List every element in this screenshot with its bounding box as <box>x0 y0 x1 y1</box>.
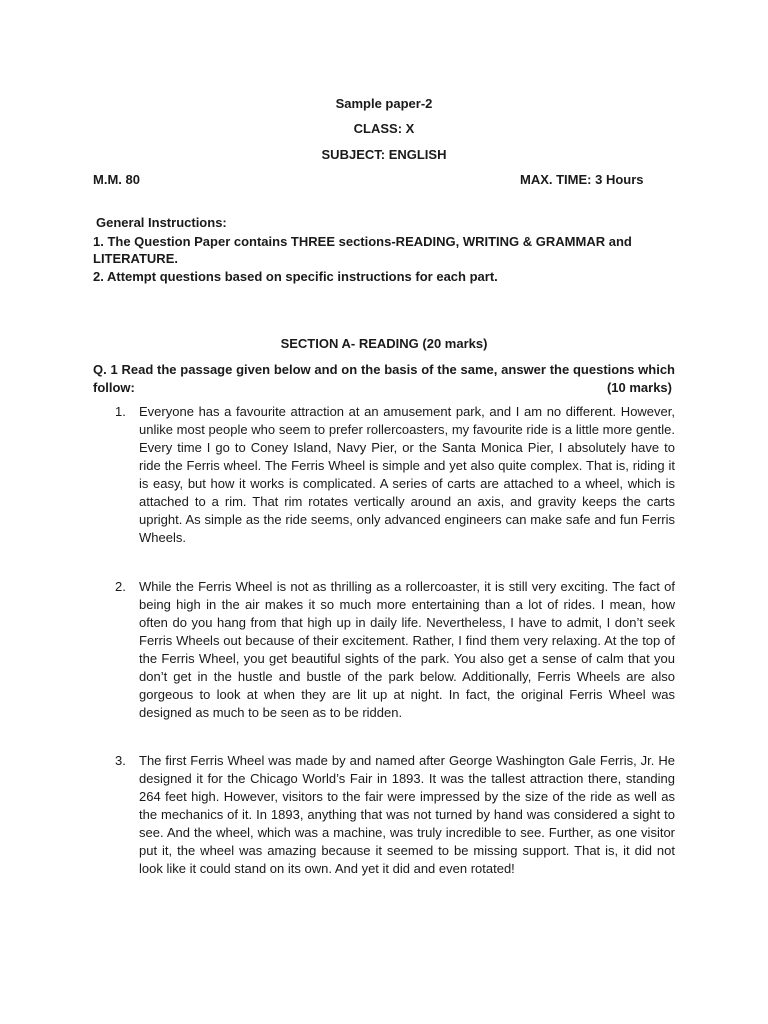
passage-paragraph-3: The first Ferris Wheel was made by and named after George Washington Gale Ferris, Jr. He designed it for the Chicago World’s Fair in 1893. It was the tallest attraction there, standing 264 feet high. However, visitors to the fair were impressed by the size of the ride as well as the mechanics of it. In 1893, anything that was not turned by hand was considered a sight to see. And the wheel, which was a machine, was truly incredible to see. Further, as one visitor put it, the wheel was amazing because it seemed to be missing support. That is, it did not look like it could stand on its own. And yet it did and even rotated! <box>139 753 675 876</box>
question-text: Q. 1 Read the passage given below and on the basis of the same, answer the questions which follow: <box>93 362 675 395</box>
section-title: SECTION A- READING (20 marks) <box>280 336 488 351</box>
instructions-heading: General Instructions: <box>96 215 227 230</box>
paper-title: Sample paper-2 <box>335 96 433 111</box>
max-marks: M.M. 80 <box>93 172 140 187</box>
passage-paragraph-2: While the Ferris Wheel is not as thrilling as a rollercoaster, it is still very exciting. The fact of being high in the air makes it so much more entertaining than a lot of rides. I mean, how often do you hang from that high up in daily life. Nevertheless, I have to admit, I don’t seek Ferris Wheels out because of their excitement. Rather, I find them very relaxing. At the top of the Ferris Wheel, you get beautiful sights of the park. You also get a sense of calm that you don’t get in the hustle and bustle of the park below. Additionally, Ferris Wheels are also gorgeous to look at when they are lit up at night. In fact, the original Ferris Wheel was designed as much to be seen as to be ridden. <box>139 579 675 720</box>
passage-paragraph-1: Everyone has a favourite attraction at an amusement park, and I am no different. However, unlike most people who seem to prefer rollercoasters, my favourite ride is a little more gentle. Every time I go to Coney Island, Navy Pier, or the Santa Monica Pier, I absolutely have to ride the Ferris wheel. The Ferris Wheel is simple and yet also quite complex. That is, riding it is easy, but how it works is complicated. A series of carts are attached to a wheel, which is attached to a rim. That rim rotates vertically around an axis, and gravity keeps the carts upright. As simple as the ride seems, only advanced engineers can make safe and fun Ferris Wheels. <box>139 404 675 545</box>
instruction-item-2: 2. Attempt questions based on specific instructions for each part. <box>93 269 498 284</box>
class-label: CLASS: X <box>353 121 415 136</box>
question-marks: (10 marks) <box>606 380 672 395</box>
instruction-item-1: 1. The Question Paper contains THREE sections-READING, WRITING & GRAMMAR and LITERATURE. <box>93 234 632 266</box>
max-time: MAX. TIME: 3 Hours <box>520 172 644 187</box>
paragraph-number: 1. <box>115 404 126 419</box>
paragraph-number: 3. <box>115 753 126 768</box>
subject-label: SUBJECT: ENGLISH <box>321 147 447 162</box>
paragraph-number: 2. <box>115 579 126 594</box>
question-1 <box>93 361 675 397</box>
